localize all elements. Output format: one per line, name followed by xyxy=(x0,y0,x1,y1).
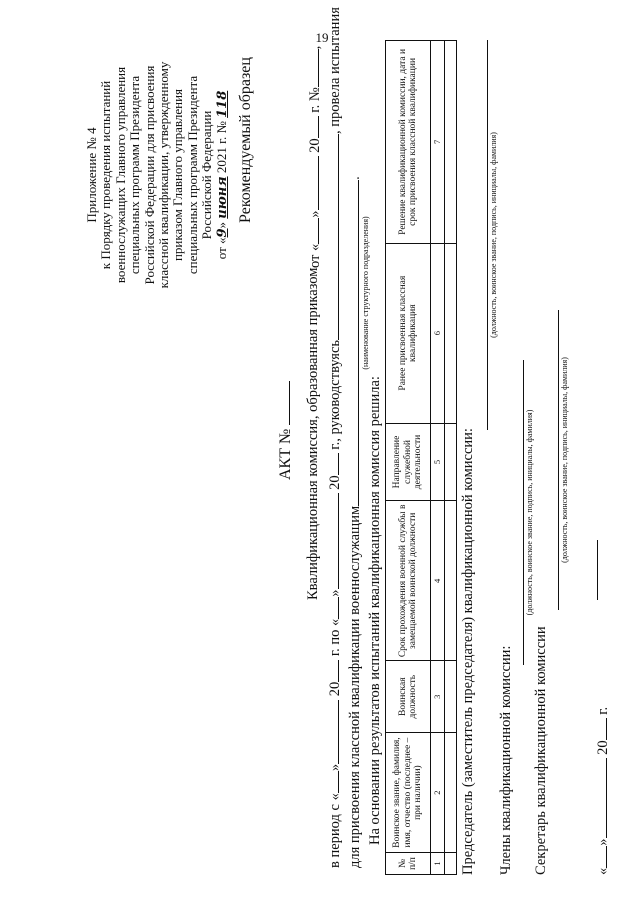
blank-year-to xyxy=(325,453,339,475)
appendix-line: Российской Федерации для присвоения xyxy=(141,65,157,285)
header-commission-decision: Решение квалификационной комиссии, дата и срок присвоения классной квалификации xyxy=(386,41,431,244)
appendix-line: Российской Федерации xyxy=(199,110,215,240)
chair-label: Председатель (заместитель председателя) квалификационной комиссии: xyxy=(460,428,476,875)
act-title xyxy=(275,381,295,480)
tests-conducted-label: , провела испытания xyxy=(327,7,343,134)
period-label: в период с « xyxy=(327,793,343,868)
appendix-line: Приложение № 4 xyxy=(84,127,99,223)
quote-close: » xyxy=(595,838,611,846)
blank-guidance xyxy=(325,134,339,340)
document-sheet xyxy=(15,7,625,890)
column-number: 7 xyxy=(431,41,445,244)
column-number: 1 xyxy=(431,853,445,875)
column-number: 5 xyxy=(431,423,445,501)
table-cell xyxy=(444,501,456,661)
appendix-line: военнослужащих Главного управления xyxy=(112,66,128,284)
final-signature-line xyxy=(597,540,598,600)
commission-text: Квалификационная комиссия, образованная приказом xyxy=(305,267,321,600)
table-number-row xyxy=(431,41,445,875)
blank-day-to xyxy=(325,597,339,619)
column-number: 6 xyxy=(431,243,445,423)
header-rank-name: Воинское звание, фамилия, имя, отчество (последнее – при наличии) xyxy=(386,733,431,853)
blank-month xyxy=(305,156,319,210)
header-service-term: Срок прохождения военной службы в замещаемой воинской должности xyxy=(386,501,431,661)
table-row xyxy=(444,41,456,875)
blank-act-day xyxy=(593,846,607,868)
body-line-2 xyxy=(325,7,344,868)
chair-caption: (должность, воинское звание, подпись, инициалы, фамилия) xyxy=(489,132,498,338)
table-cell xyxy=(444,243,456,423)
year-prefix-to: 20 xyxy=(327,475,343,490)
quote-close: » xyxy=(327,589,343,597)
blank-order-number xyxy=(305,49,319,87)
act-date xyxy=(593,707,612,875)
column-number: 3 xyxy=(431,661,445,733)
table-header-row xyxy=(386,41,431,875)
body-line-1 xyxy=(305,268,322,600)
blank-day xyxy=(305,218,319,244)
handwritten-order-number: 118 xyxy=(214,90,230,118)
appendix-line: приказом Главного управления xyxy=(170,88,186,262)
members-signature-line xyxy=(523,360,524,665)
period: . xyxy=(347,176,363,180)
results-table xyxy=(385,40,457,875)
table-cell xyxy=(444,41,456,244)
quote-close: » xyxy=(307,210,323,218)
blank-year-from xyxy=(325,660,339,682)
handwritten-day: 9 xyxy=(214,228,230,238)
recommended-sample-label: Рекомендуемый образец xyxy=(237,57,254,223)
secretary-signature-line xyxy=(558,310,559,610)
header-number: № п/п xyxy=(386,853,431,875)
header-direction: Направление служебной деятельности xyxy=(386,423,431,501)
header-previous-qualification: Ранее присвоенная классная квалификация xyxy=(386,243,431,423)
secretary-caption: (должность, воинское звание, подпись, инициалы, фамилия) xyxy=(560,357,569,563)
table-cell xyxy=(444,853,456,875)
blank-act-year xyxy=(593,718,607,740)
year-suffix: г. xyxy=(595,706,611,715)
order-date-mid: » xyxy=(213,221,229,229)
header-position: Воинская должность xyxy=(386,661,431,733)
act-number-blank xyxy=(275,381,290,425)
body-line-4: На основании результатов испытаний квалификационная комиссия решила: xyxy=(367,376,383,845)
blank-act-month xyxy=(593,759,607,839)
appendix-order-date xyxy=(215,50,230,300)
blank-month-from xyxy=(325,700,339,764)
appendix-line: специальных программ Президента xyxy=(127,75,143,275)
appendix-block xyxy=(85,50,230,300)
blank-structural-unit xyxy=(345,180,359,506)
structural-unit-caption: (наименование структурного подразделения) xyxy=(361,216,370,370)
from-label: от « xyxy=(307,243,323,268)
page-number: 19 xyxy=(315,30,329,45)
comma: , xyxy=(307,45,323,50)
blank-year xyxy=(305,116,319,138)
handwritten-month: июня xyxy=(214,176,230,219)
column-number: 4 xyxy=(431,501,445,661)
order-date-year: 2021 г. № xyxy=(213,121,229,174)
table-cell xyxy=(444,661,456,733)
year-prefix: 20 xyxy=(307,138,323,153)
appendix-line: классной квалификации, утвержденному xyxy=(156,61,172,289)
members-label: Члены квалификационной комиссии: xyxy=(498,645,514,875)
column-number: 2 xyxy=(431,733,445,853)
chair-signature-line xyxy=(487,40,488,430)
quote-close: » xyxy=(327,763,343,772)
year-prefix-from: 20 xyxy=(327,681,343,697)
qualification-text: для присвоения классной квалификации военнослужащим xyxy=(347,505,363,868)
appendix-line: специальных программ Президента xyxy=(184,75,200,275)
guided-by-label: г., руководствуясь xyxy=(327,339,343,450)
table-cell xyxy=(444,733,456,853)
year-prefix: 20 xyxy=(595,740,611,755)
order-number-label: г. № xyxy=(307,87,323,113)
order-date-prefix: от « xyxy=(213,237,229,260)
secretary-label: Секретарь квалификационной комиссии xyxy=(533,626,549,875)
blank-month-to xyxy=(325,493,339,589)
members-caption: (должность, воинское звание, подпись, инициалы, фамилия) xyxy=(525,409,534,616)
act-title-text: АКТ № xyxy=(277,428,294,480)
body-line-1-date xyxy=(305,46,324,268)
period-to-label: г. по « xyxy=(327,618,343,657)
quote-open: « xyxy=(595,867,611,875)
blank-day-from xyxy=(325,771,339,793)
appendix-line: к Порядку проведения испытаний xyxy=(98,80,114,270)
table-cell xyxy=(444,423,456,501)
